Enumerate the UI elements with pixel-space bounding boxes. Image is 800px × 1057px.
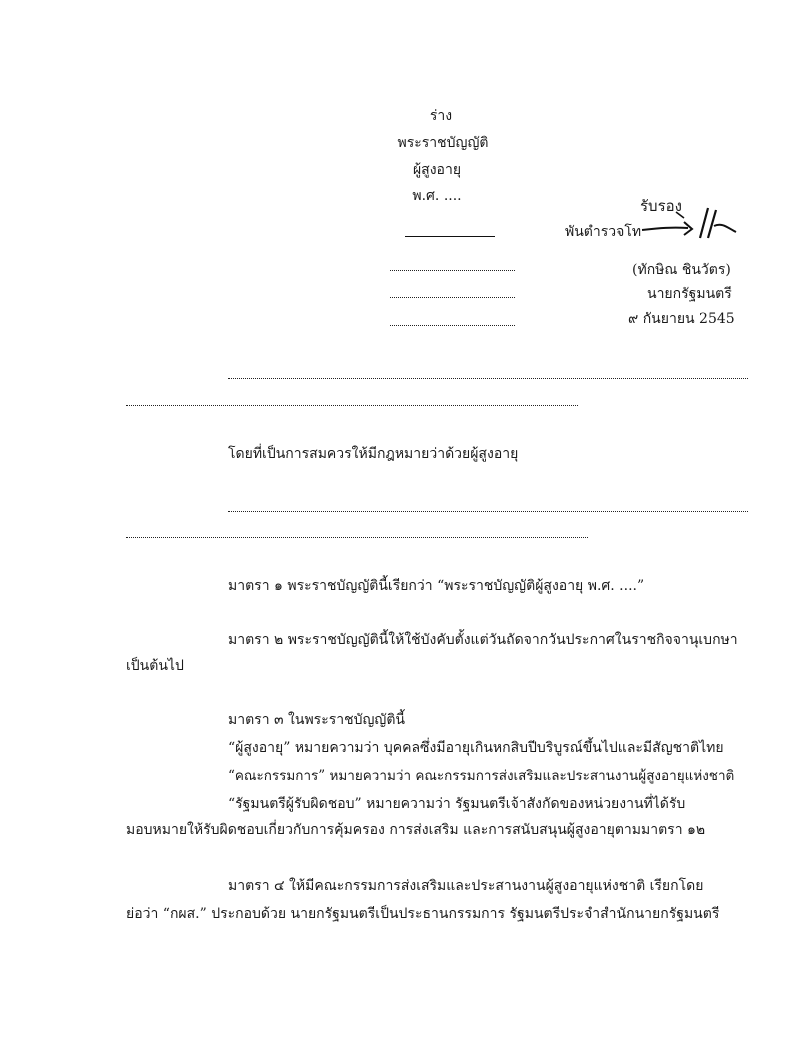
definition-responsible-minister-cont: มอบหมายให้รับผิดชอบเกี่ยวกับการคุ้มครอง การส่งเสริม และการสนับสนุนผู้สูงอายุตามมาตรา ๑๒ [126, 822, 706, 838]
section-2-line-1: มาตรา ๒ พระราชบัญญัตินี้ให้ใช้บังคับตั้งแต่วันถัดจากวันประกาศในราชกิจจานุเบกษา [228, 632, 738, 648]
blank-line [390, 297, 515, 298]
signer-rank: พันตำรวจโท [565, 224, 642, 240]
section-1: มาตรา ๑ พระราชบัญญัตินี้เรียกว่า “พระราชบัญญัติผู้สูงอายุ พ.ศ. ....” [228, 578, 645, 594]
preamble: โดยที่เป็นการสมควรให้มีกฎหมายว่าด้วยผู้สูงอายุ [228, 446, 519, 462]
section-3-heading: มาตรา ๓ ในพระราชบัญญัตินี้ [228, 712, 405, 728]
act-subject: ผู้สูงอายุ [412, 162, 462, 178]
definition-committee: “คณะกรรมการ” หมายความว่า คณะกรรมการส่งเสริมและประสานงานผู้สูงอายุแห่งชาติ [228, 768, 735, 784]
handwritten-signature [640, 202, 750, 242]
act-title: พระราชบัญญัติ [397, 135, 489, 151]
signer-position: นายกรัฐมนตรี [647, 286, 732, 302]
definition-responsible-minister: “รัฐมนตรีผู้รับผิดชอบ” หมายความว่า รัฐมนตรีเจ้าสังกัดของหน่วยงานที่ได้รับ [228, 796, 686, 812]
draft-label: ร่าง [429, 108, 453, 124]
blank-line [228, 511, 748, 512]
section-2-line-2: เป็นต้นไป [126, 658, 184, 674]
blank-line [228, 378, 748, 379]
endorsement-date: ๙ กันยายน 2545 [628, 311, 735, 327]
blank-line [390, 270, 515, 271]
blank-line [126, 537, 588, 538]
title-underline [405, 236, 495, 237]
blank-line [126, 405, 578, 406]
blank-line [390, 325, 515, 326]
definition-elderly: “ผู้สูงอายุ” หมายความว่า บุคคลซึ่งมีอายุเกินหกสิบปีบริบูรณ์ขึ้นไปและมีสัญชาติไทย [228, 740, 724, 756]
section-4-line-2: ย่อว่า “กผส.” ประกอบด้วย นายกรัฐมนตรีเป็นประธานกรรมการ รัฐมนตรีประจำสำนักนายกรัฐมนตรี [126, 906, 720, 922]
section-4-line-1: มาตรา ๔ ให้มีคณะกรรมการส่งเสริมและประสานงานผู้สูงอายุแห่งชาติ เรียกโดย [228, 878, 704, 894]
certified-label: รับรอง [640, 197, 682, 215]
signer-name: (ทักษิณ ชินวัตร) [632, 262, 731, 278]
act-year: พ.ศ. .... [412, 188, 462, 204]
